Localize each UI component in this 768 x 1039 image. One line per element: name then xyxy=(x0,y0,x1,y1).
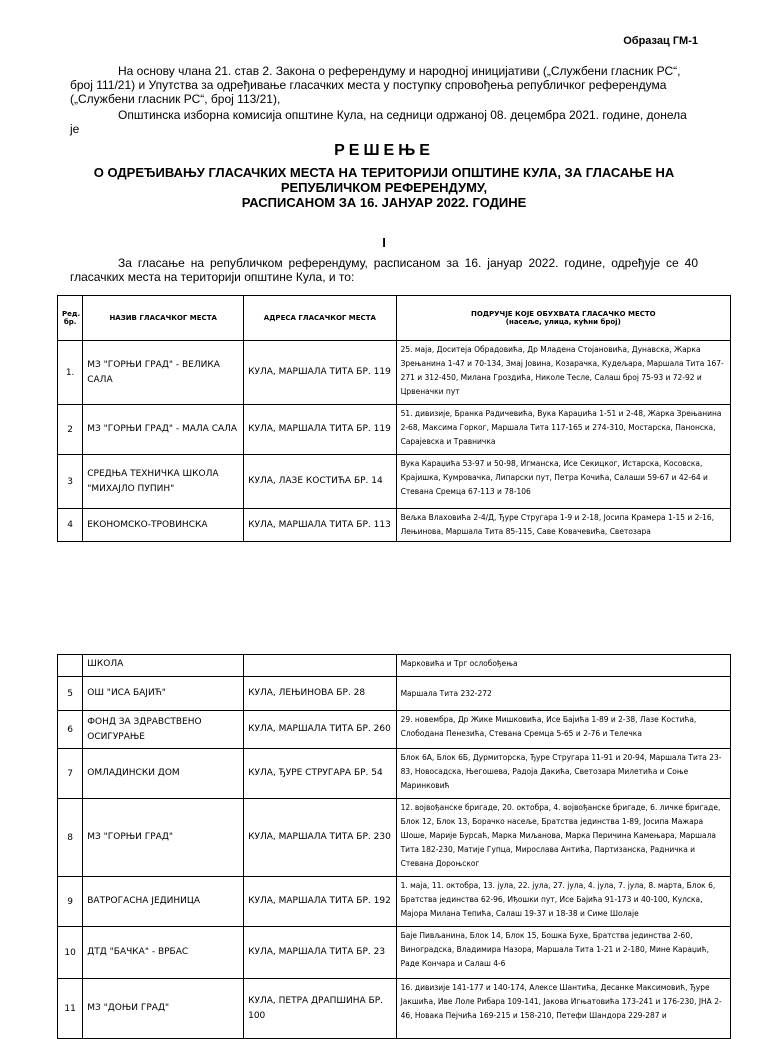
table-row xyxy=(58,655,731,677)
table-row xyxy=(58,749,731,799)
coverage-area: Вука Караџића 53-97 и 50-98, Игманска, Исе Секицког, Истарска, Косовска, Крајишка, Кумровачка, Липарски пут, Петра Кочића, Салаши 59-67 и 42-64 и Стевана Сремца 67-113 и 78-106 xyxy=(396,455,730,509)
polling-stations-table-page1 xyxy=(57,295,731,542)
station-address: КУЛА, ЂУРЕ СТРУГАРА БР. 54 xyxy=(244,749,396,799)
table-row xyxy=(58,711,731,749)
coverage-area: Баје Пивљанина, Блок 14, Блок 15, Бошка Бухе, Братства јединства 2-60, Виноградска, Владимира Назора, Маршала Тита 1-21 и 2-180, Мине Караџић, Раде Кончара и Салаш 4-6 xyxy=(396,927,730,979)
coverage-area: 51. дивизије, Бранка Радичевића, Вука Караџића 1-51 и 2-48, Жарка Зрењанина 2-68, Максима Горког, Маршала Тита 117-165 и 274-310, Мостарска, Панонска, Сарајевска и Травничка xyxy=(396,405,730,455)
coverage-area: 25. маја, Доситеја Обрадовића, Др Младена Стојановића, Дунавска, Жарка Зрењанина 1-47 и 70-134, Змај Јовина, Козарачка, Кудељара, Маршала Тита 167-271 и 312-450, Милана Гроздића, Николе Тесле, Салаш број 75-93 и 72-92 и Црвеначки пут xyxy=(396,341,730,405)
station-name: СРЕДЊА ТЕХНИЧКА ШКОЛА "МИХАЈЛО ПУПИН" xyxy=(83,455,244,509)
row-number: 2 xyxy=(58,405,83,455)
header-number: Ред. бр. xyxy=(58,296,83,341)
station-address: КУЛА, ПЕТРА ДРАПШИНА БР. 100 xyxy=(244,979,396,1039)
decree-title: РЕШЕЊЕ xyxy=(334,142,434,159)
section-text: За гласање на републичком референдуму, расписаном за 16. јануар 2022. године, одређује се 40 гласачких места на територији општине Кула, и то: xyxy=(70,256,698,284)
coverage-area: Марковића и Трг ослобођења xyxy=(396,655,730,677)
coverage-area: 1. маја, 11. октобра, 13. јула, 22. јула, 27. јула, 4. јула, 7. јула, 8. марта, Блок 6, Братства јединства 62-96, Иђошки пут, Исе Бајића 91-173 и 40-100, Кулска, Мајора Милана Тепића, Салаш 19-37 и 18-38 и Симе Шолаје xyxy=(396,877,730,927)
decree-subject-line2: РАСПИСАНОМ ЗА 16. ЈАНУАР 2022. ГОДИНЕ xyxy=(241,195,527,210)
coverage-area: Вељка Влаховића 2-4/Д, Ђуре Стругара 1-9 и 2-18, Јосипа Крамера 1-15 и 2-16, Лењинова, Маршала Тита 85-115, Саве Ковачевића, Светозара xyxy=(396,509,730,542)
table-row xyxy=(58,877,731,927)
decree-subject xyxy=(60,165,708,210)
header-station-address: АДРЕСА ГЛАСАЧКОГ МЕСТА xyxy=(244,296,396,341)
station-address: КУЛА, МАРШАЛА ТИТА БР. 260 xyxy=(244,711,396,749)
table-row xyxy=(58,979,731,1039)
form-code: Образац ГМ-1 xyxy=(623,35,698,47)
table-row xyxy=(58,799,731,877)
header-coverage-area xyxy=(396,296,730,341)
row-number: 5 xyxy=(58,677,83,711)
table-row xyxy=(58,405,731,455)
row-number: 1. xyxy=(58,341,83,405)
row-number: 9 xyxy=(58,877,83,927)
row-number: 8 xyxy=(58,799,83,877)
decree-subject-line1: О ОДРЕЂИВАЊУ ГЛАСАЧКИХ МЕСТА НА ТЕРИТОРИЈИ ОПШТИНЕ КУЛА, ЗА ГЛАСАЊЕ НА РЕПУБЛИЧКОМ РЕФЕРЕНДУМУ, xyxy=(93,165,675,195)
station-name: ФОНД ЗА ЗДРАВСТВЕНО ОСИГУРАЊЕ xyxy=(83,711,244,749)
row-number: 11 xyxy=(58,979,83,1039)
station-name: ЕКОНОМСКО-ТРОВИНСКА xyxy=(83,509,244,542)
station-address: КУЛА, МАРШАЛА ТИТА БР. 113 xyxy=(244,509,396,542)
station-name: ШКОЛА xyxy=(83,655,244,677)
station-address: КУЛА, МАРШАЛА ТИТА БР. 119 xyxy=(244,341,396,405)
station-name: МЗ "ДОЊИ ГРАД" xyxy=(83,979,244,1039)
coverage-area: 29. новембра, Др Жике Мишковића, Исе Бајића 1-89 и 2-38, Лазе Костића, Слободана Пенезића, Стевана Сремца 5-65 и 2-76 и Телечка xyxy=(396,711,730,749)
section-number: I xyxy=(382,235,386,250)
table-row xyxy=(58,341,731,405)
station-name: МЗ "ГОРЊИ ГРАД" - ВЕЛИКА САЛА xyxy=(83,341,244,405)
row-number: 10 xyxy=(58,927,83,979)
table-row xyxy=(58,677,731,711)
station-address: КУЛА, МАРШАЛА ТИТА БР. 230 xyxy=(244,799,396,877)
row-number: 3 xyxy=(58,455,83,509)
station-name: ОШ "ИСА БАЈИЋ" xyxy=(83,677,244,711)
station-address: КУЛА, ЛЕЊИНОВА БР. 28 xyxy=(244,677,396,711)
intro-paragraph-legal-basis: На основу члана 21. став 2. Закона о референдуму и народној иницијативи („Службени гласник РС“, број 111/21) и Упутства за одређивање гласачких места у поступку спровођења републичког референдума („Службени гласник РС“, број 113/21), xyxy=(70,64,681,106)
coverage-area: Маршала Тита 232-272 xyxy=(396,677,730,711)
row-number: 6 xyxy=(58,711,83,749)
station-name: ОМЛАДИНСКИ ДОМ xyxy=(83,749,244,799)
row-number xyxy=(58,655,83,677)
station-name: ВАТРОГАСНА ЈЕДИНИЦА xyxy=(83,877,244,927)
coverage-area: 12. војвођанске бригаде, 20. октобра, 4. војвођанске бригаде, 6. личке бригаде, Блок 12, Блок 13, Боpачко насеље, Братства јединства 1-89, Јосипа Мажара Шоше, Марије Бурсаћ, Марка Миљанова, Марка Перичина Камењара, Маршала Тита 182-230, Матије Гупца, Мирослава Антића, Партизанска, Радничка и Стевана Дороњског xyxy=(396,799,730,877)
header-station-name: НАЗИВ ГЛАСАЧКОГ МЕСТА xyxy=(83,296,244,341)
polling-stations-table-page2 xyxy=(57,654,731,1039)
table-row xyxy=(58,509,731,542)
row-number: 4 xyxy=(58,509,83,542)
header-coverage-area-title: ПОДРУЧЈЕ КОЈЕ ОБУХВАТА ГЛАСАЧКО МЕСТО xyxy=(470,310,656,318)
table-row xyxy=(58,927,731,979)
station-address: КУЛА, МАРШАЛА ТИТА БР. 119 xyxy=(244,405,396,455)
station-name: ДТД "БАЧКА" - ВРБАС xyxy=(83,927,244,979)
station-name: МЗ "ГОРЊИ ГРАД" xyxy=(83,799,244,877)
station-address: КУЛА, МАРШАЛА ТИТА БР. 23 xyxy=(244,927,396,979)
coverage-area: 16. дивизије 141-177 и 140-174, Алексе Шантића, Десанке Максимовић, Ђуре Јакшића, Иве Лоле Рибара 109-141, Јакова Игњатовића 173-241 и 176-230, ЈНА 2-46, Новака Пејчића 169-215 и 158-210, Петефи Шандора 229-287 и xyxy=(396,979,730,1039)
coverage-area: Блок 6А, Блок 6Б, Дурмиторска, Ђуре Стругара 11-91 и 20-94, Маршала Тита 23-83, Новосадска, Његошева, Радоја Дакића, Светозара Милетића и Соње Маринковић xyxy=(396,749,730,799)
station-address xyxy=(244,655,396,677)
table-row xyxy=(58,455,731,509)
row-number: 7 xyxy=(58,749,83,799)
station-address: КУЛА, ЛАЗЕ КОСТИЋА БР. 14 xyxy=(244,455,396,509)
station-address: КУЛА, МАРШАЛА ТИТА БР. 192 xyxy=(244,877,396,927)
intro-paragraph-commission: Општинска изборна комисија општине Кула, на седници одржаној 08. децембра 2021. године, донела је xyxy=(70,108,687,136)
header-coverage-area-note: (насеље, улица, кућни број) xyxy=(505,318,621,326)
station-name: МЗ "ГОРЊИ ГРАД" - МАЛА САЛА xyxy=(83,405,244,455)
